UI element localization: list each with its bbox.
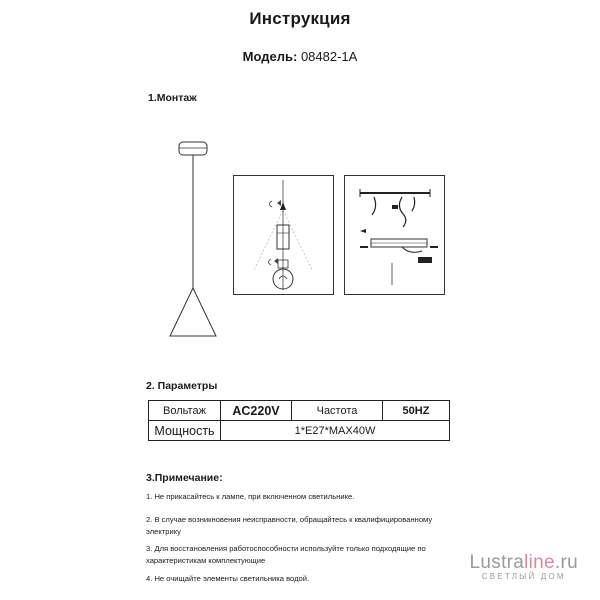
watermark-logo <box>470 552 578 581</box>
voltage-label: Вольтаж <box>149 401 221 421</box>
model-value: 08482-1A <box>300 49 358 64</box>
page-title: Инструкция <box>249 9 351 28</box>
note-item: 3. Для восстановления работоспособности используйте только подходящие по <box>146 544 426 553</box>
section-mount-heading: 1.Монтаж <box>148 92 197 104</box>
watermark-subtitle: СВЕТЛЫЙ ДОМ <box>481 572 566 581</box>
table-row <box>149 421 450 441</box>
voltage-value: AC220V <box>221 401 292 421</box>
watermark-brand <box>470 552 578 574</box>
canopy-wiring-illustration <box>344 175 445 295</box>
note-item: 2. В случае возникновения неисправности, обращайтесь к квалифицированному <box>146 515 433 524</box>
watermark-brand-domain: .ru <box>554 552 578 573</box>
note-item: 1. Не прикасайтесь к лампе, при включенном светильнике. <box>146 492 355 501</box>
frequency-value: 50HZ <box>383 401 450 421</box>
watermark-brand-part: Lustra <box>469 552 525 573</box>
section-notes-heading: 3.Примечание: <box>146 472 223 484</box>
table-row <box>149 401 450 421</box>
power-label: Мощность <box>149 421 221 441</box>
pendant-lamp-illustration <box>158 138 228 343</box>
section-params-heading: 2. Параметры <box>146 380 218 392</box>
watermark-brand-highlight: line <box>524 552 555 573</box>
note-item: характеристикам комплектующие <box>146 556 266 565</box>
parameters-table <box>148 400 450 441</box>
note-item: электрику <box>146 527 181 536</box>
model-line <box>0 49 600 64</box>
power-value: 1*E27*MAX40W <box>221 421 450 441</box>
note-item: 4. Не очищайте элементы светильника водой. <box>146 574 310 583</box>
bulb-assembly-illustration <box>233 175 334 295</box>
model-label: Модель: <box>242 49 298 64</box>
frequency-label: Частота <box>292 401 383 421</box>
